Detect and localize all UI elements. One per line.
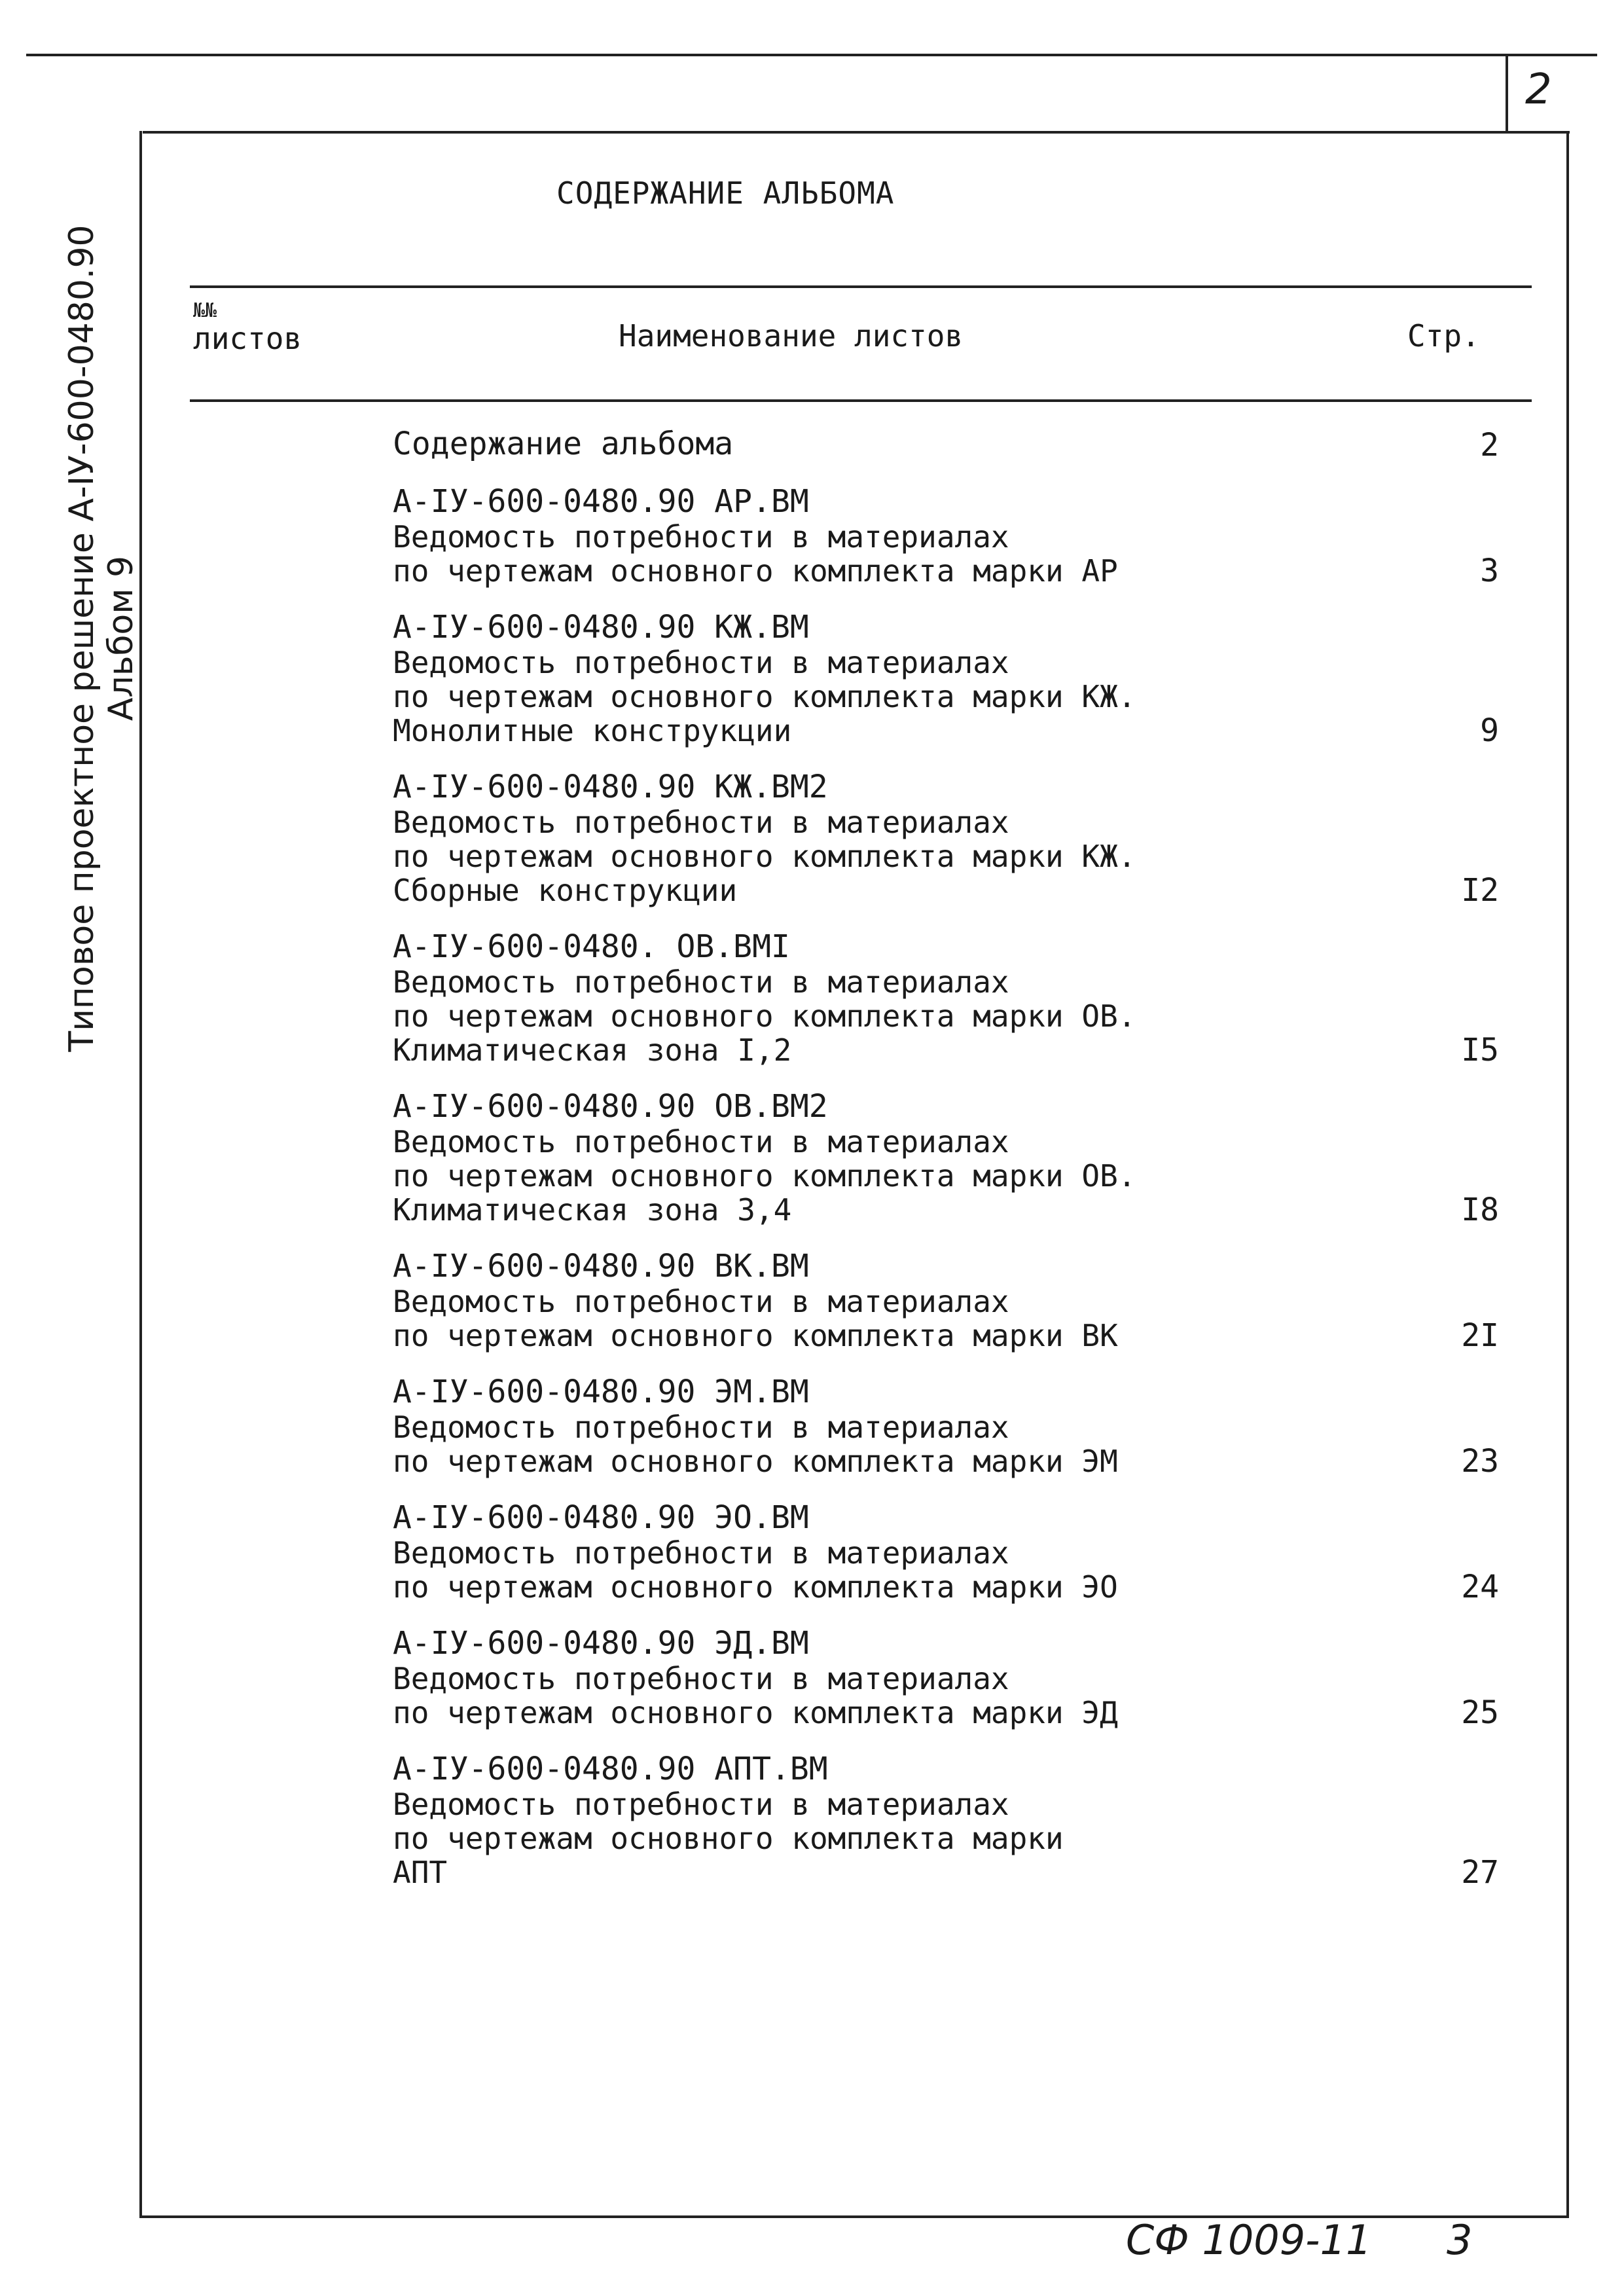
contents-entry (393, 483, 1538, 588)
table-header-top-rule (190, 285, 1532, 288)
entry-description-line: Ведомость потребности в материалах (393, 1284, 1009, 1319)
contents-entry (393, 1248, 1538, 1353)
entry-page-number: I2 (1461, 872, 1499, 909)
frame-top (143, 131, 1570, 134)
side-label-album: Альбом 9 (101, 555, 141, 721)
entry-description-line: по чертежам основного комплекта марки ЭМ (393, 1444, 1118, 1479)
entry-description-line: Ведомость потребности в материалах (393, 1124, 1009, 1159)
album-title: СОДЕРЖАНИЕ АЛЬБОМА (556, 175, 895, 211)
entry-description-line: Климатическая зона I,2 (393, 1032, 792, 1068)
sheet-number-stamp: 3 (1447, 2216, 1473, 2264)
entry-page-number: 24 (1461, 1569, 1499, 1605)
entry-page-number: 25 (1461, 1694, 1499, 1731)
contents-entry (393, 426, 1538, 462)
contents-entry (393, 769, 1538, 907)
entry-description-line: Ведомость потребности в материалах (393, 964, 1009, 1000)
entry-page-number: 27 (1461, 1854, 1499, 1891)
entry-page-number: 2I (1461, 1317, 1499, 1354)
entry-description-line: по чертежам основного комплекта марки КЖ. (393, 679, 1136, 714)
entry-description-line: по чертежам основного комплекта марки ОВ. (393, 1158, 1136, 1194)
entry-code: А-IУ-600-0480.90 ЭО.ВМ (393, 1499, 809, 1536)
entry-page-number: 2 (1480, 427, 1499, 464)
entry-description-line: по чертежам основного комплекта марки ВК (393, 1318, 1118, 1353)
top-rule (26, 54, 1597, 56)
entry-description-line: Сборные конструкции (393, 873, 738, 908)
entry-page-number: 9 (1480, 712, 1499, 749)
entry-description-line: по чертежам основного комплекта марки ЭО (393, 1569, 1118, 1605)
entry-code: А-IУ-600-0480.90 ЭД.ВМ (393, 1625, 809, 1662)
table-header-bottom-rule (190, 399, 1532, 402)
entry-description-line: Ведомость потребности в материалах (393, 1787, 1009, 1822)
entry-description-line: по чертежам основного комплекта марки ЭД (393, 1695, 1118, 1730)
entry-description-line: Ведомость потребности в материалах (393, 805, 1009, 840)
entry-page-number: I8 (1461, 1192, 1499, 1228)
contents-entry (393, 1374, 1538, 1478)
column-header-number-sign: №№ (193, 299, 217, 322)
frame-right (1566, 131, 1569, 2218)
entry-page-number: 23 (1461, 1443, 1499, 1480)
column-header-sheet-name: Наименование листов (619, 318, 964, 354)
page-number-box-left (1506, 54, 1508, 131)
entry-code: Содержание альбома (393, 426, 734, 462)
entry-description-line: по чертежам основного комплекта марки (393, 1821, 1064, 1856)
side-label-title: Типовое проектное решение А-IУ-600-0480.90 (62, 225, 101, 1052)
entry-description-line: по чертежам основного комплекта марки АР (393, 553, 1118, 589)
page-number: 2 (1525, 65, 1552, 114)
entry-description-line: по чертежам основного комплекта марки ОВ. (393, 998, 1136, 1034)
column-header-sheet-number (193, 301, 302, 356)
column-header-sheets: листов (193, 321, 302, 356)
side-label (62, 164, 187, 1113)
entry-code: А-IУ-600-0480.90 АР.ВМ (393, 483, 809, 520)
contents-entry (393, 609, 1538, 748)
entry-page-number: I5 (1461, 1032, 1499, 1068)
entry-code: А-IУ-600-0480.90 ОВ.ВМ2 (393, 1088, 828, 1125)
entry-description-line: Ведомость потребности в материалах (393, 1410, 1009, 1445)
contents-entry (393, 1751, 1538, 1889)
entry-description-line: Ведомость потребности в материалах (393, 1661, 1009, 1696)
entry-description-line: Ведомость потребности в материалах (393, 645, 1009, 680)
entry-description-line: Ведомость потребности в материалах (393, 1535, 1009, 1571)
entry-description-line: АПТ (393, 1855, 448, 1890)
entry-description-line: Монолитные конструкции (393, 713, 792, 748)
entry-code: А-IУ-600-0480.90 КЖ.ВМ2 (393, 769, 828, 805)
entry-code: А-IУ-600-0480.90 ЭМ.ВМ (393, 1374, 809, 1410)
entry-code: А-IУ-600-0480.90 КЖ.ВМ (393, 609, 809, 646)
contents-entry (393, 928, 1538, 1067)
contents-entry (393, 1088, 1538, 1227)
entry-description-line: по чертежам основного комплекта марки КЖ. (393, 839, 1136, 874)
contents-list (393, 426, 1538, 1910)
entry-code: А-IУ-600-0480.90 АПТ.ВМ (393, 1751, 828, 1787)
entry-description-line: Климатическая зона 3,4 (393, 1192, 792, 1228)
column-header-page: Стр. (1407, 318, 1480, 354)
entry-code: А-IУ-600-0480. ОВ.ВМI (393, 928, 790, 965)
entry-page-number: 3 (1480, 553, 1499, 589)
contents-entry (393, 1625, 1538, 1730)
entry-description-line: Ведомость потребности в материалах (393, 519, 1009, 555)
contents-entry (393, 1499, 1538, 1604)
document-code-stamp: СФ 1009-11 (1126, 2216, 1372, 2264)
entry-code: А-IУ-600-0480.90 ВК.ВМ (393, 1248, 809, 1285)
